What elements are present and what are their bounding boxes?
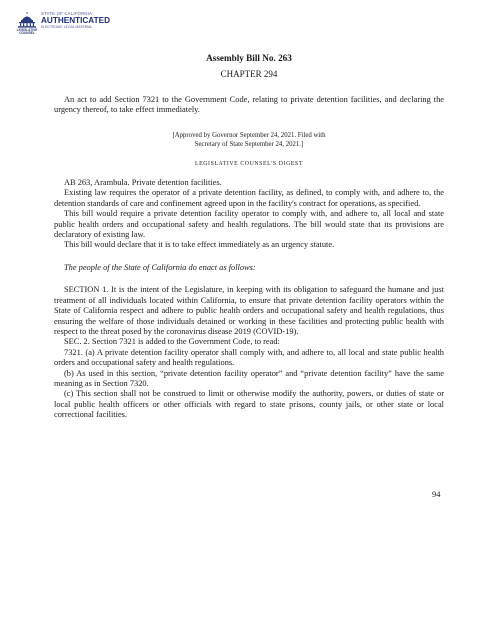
- seal-caption: [17, 29, 38, 36]
- seal-caption-line1: LEGISLATIVE: [16, 28, 38, 32]
- seal-caption-line2: COUNSEL: [19, 31, 35, 36]
- capitol-dome-icon: [17, 11, 37, 28]
- approval-line2: Secretary of State September 24, 2021.]: [194, 140, 304, 148]
- seal-description: ELECTRONIC LEGAL MATERIAL: [41, 25, 93, 29]
- section-paragraph: (c) This section shall not be construed to limit or otherwise modify the authority, powers, or duties of state or local public health officers or other officials with regard to state prisons, county jails, or other state or local correctional facilities.: [54, 389, 444, 420]
- seal-emblem: [16, 11, 38, 37]
- digest-paragraph: This bill would declare that it is to take effect immediately as an urgency statute.: [64, 240, 335, 250]
- digest-paragraph: This bill would require a private detention facility operator to comply with, and adhere to, all local and state public health orders and occupational safety and health regulations. The bill would state that its provisions are declaratory of existing law.: [54, 209, 444, 240]
- digest-paragraph: Existing law requires the operator of a private detention facility, as defined, to comply with, and adhere to, the detention standards of care and confinement agreed upon in the facility's contract for operations, as specified.: [54, 188, 444, 208]
- approval-line1: [Approved by Governor September 24, 2021. Filed with: [172, 131, 326, 139]
- authentication-seal: [16, 11, 110, 37]
- enacting-clause: The people of the State of California do enact as follows:: [64, 262, 256, 272]
- page-number: 94: [432, 490, 441, 499]
- bill-title: Assembly Bill No. 263: [206, 53, 292, 63]
- approval-note: [54, 131, 444, 149]
- section-paragraph: 7321. (a) A private detention facility operator shall comply with, and adhere to, all local and state public health orders and occupational safety and health regulations.: [54, 347, 444, 368]
- chapter-number: CHAPTER 294: [220, 69, 278, 80]
- digest-paragraph: AB 263, Arambula. Private detention facilities.: [64, 178, 222, 188]
- seal-text: [41, 11, 110, 29]
- seal-authenticated-label: AUTHENTICATED: [41, 16, 110, 25]
- section-paragraph: SECTION 1. It is the intent of the Legislature, in keeping with its obligation to safeguard the humane and just treatment of all individuals located within California, to ensure that private detention facility operators within the State of California respect and adhere to public health orders and occupational safety and health regulations, thus ensuring the welfare of those individuals detained or working in these facilities and protecting public health with respect to the threat posed by the coronavirus disease 2019 (COVID-19).: [54, 285, 444, 336]
- act-description: An act to add Section 7321 to the Government Code, relating to private detention facilities, and declaring the urgency thereof, to take effect immediately.: [54, 94, 444, 115]
- bill-content: [54, 48, 444, 421]
- section-paragraph: SEC. 2. Section 7321 is added to the Government Code, to read:: [64, 337, 280, 347]
- section-paragraph: (b) As used in this section, “private detention facility operator” and “private detention facility” have the same meaning as in Section 7320.: [54, 368, 444, 388]
- digest-heading: LEGISLATIVE COUNSEL'S DIGEST: [194, 160, 303, 167]
- seal-state-line: STATE OF CALIFORNIA: [41, 11, 93, 16]
